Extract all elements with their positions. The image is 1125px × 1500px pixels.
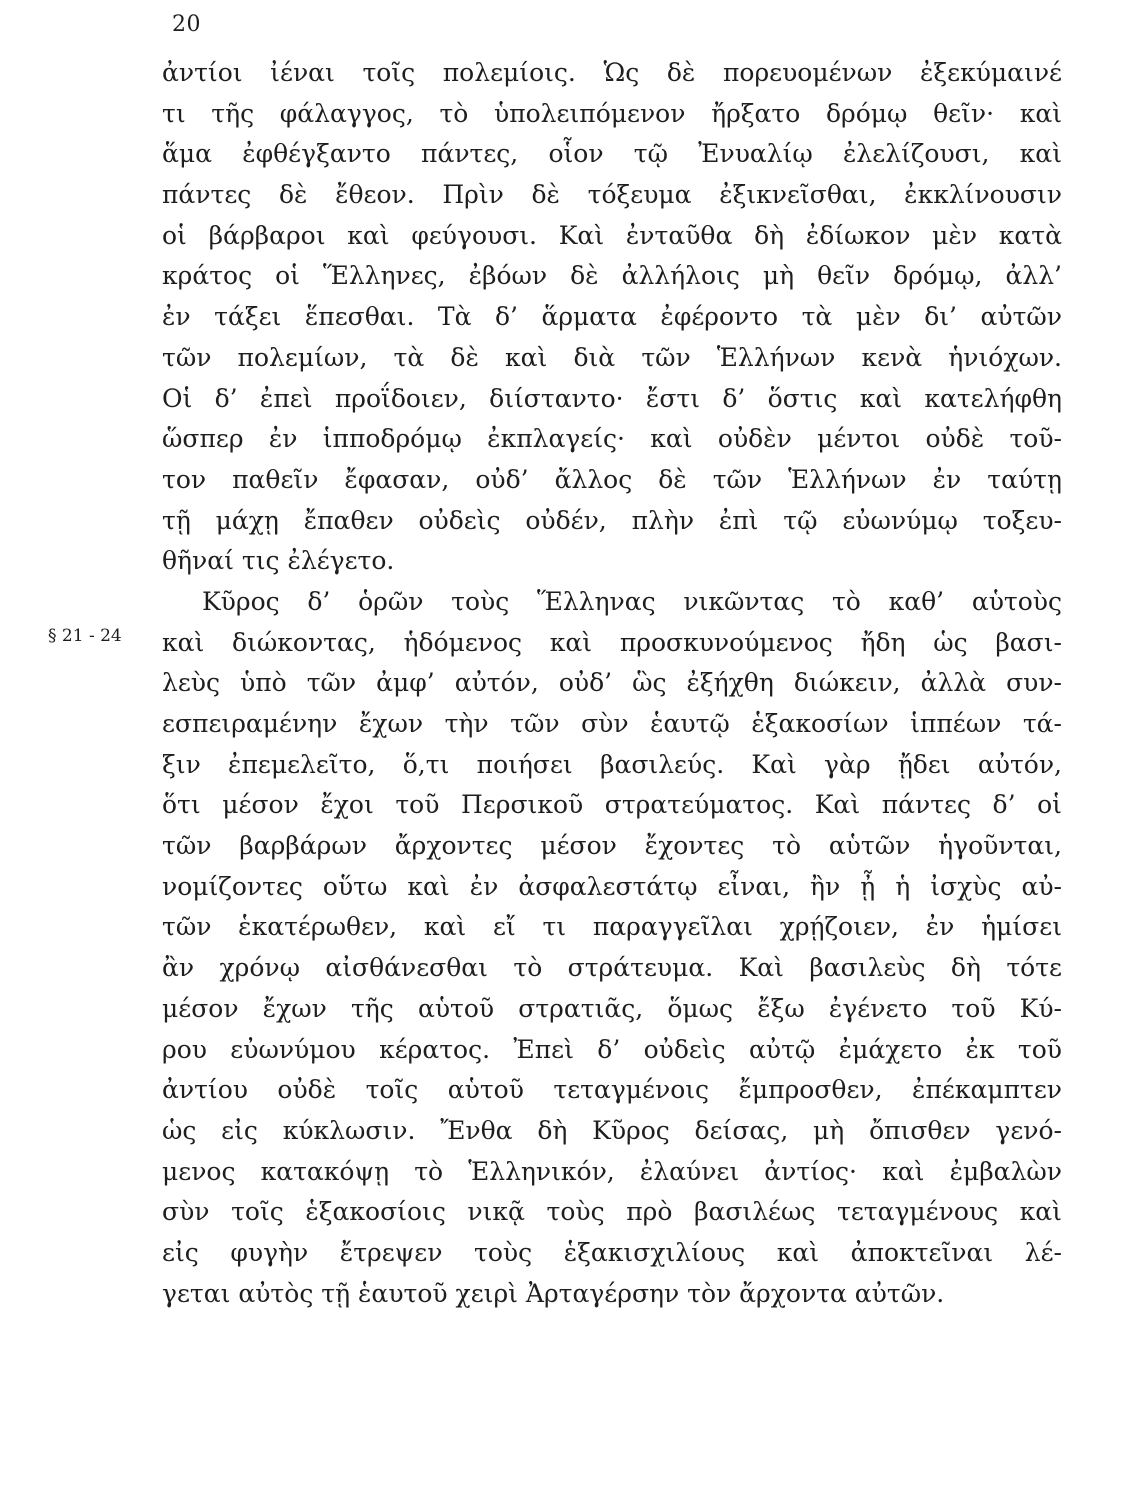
text-line: ἀντίου οὐδὲ τοῖς αὑτοῦ τεταγμένοις ἔμπροσθεν, ἐπέκαμπτεν	[162, 1075, 1062, 1105]
text-line: σὺν τοῖς ἑξακοσίοις νικᾷ τοὺς πρὸ βασιλέως τεταγμένους καὶ	[162, 1197, 1062, 1227]
text-line: πάντες δὲ ἔθεον. Πρὶν δὲ τόξευμα ἐξικνεῖσθαι, ἐκκλίνουσιν	[162, 180, 1062, 210]
text-line: λεὺς ὑπὸ τῶν ἀμφ’ αὐτόν, οὐδ’ ὣς ἐξήχθη διώκειν, ἀλλὰ συν-	[162, 668, 1062, 698]
text-line: ὡς εἰς κύκλωσιν. Ἔνθα δὴ Κῦρος δείσας, μὴ ὄπισθεν γενό-	[162, 1115, 1062, 1145]
text-line: τι τῆς φάλαγγος, τὸ ὑπολειπόμενον ἤρξατο δρόμῳ θεῖν· καὶ	[162, 98, 1062, 128]
text-line: Οἱ δ’ ἐπεὶ προΐδοιεν, διίσταντο· ἔστι δ’ ὅστις καὶ κατελήφθη	[162, 383, 1062, 413]
text-line: ὥσπερ ἐν ἱπποδρόμῳ ἐκπλαγείς· καὶ οὐδὲν μέντοι οὐδὲ τοῦ-	[162, 424, 1062, 454]
text-line: εσπειραμένην ἔχων τὴν τῶν σὺν ἑαυτῷ ἑξακοσίων ἱππέων τά-	[162, 709, 1062, 738]
text-line: νομίζοντες οὕτω καὶ ἐν ἀσφαλεστάτῳ εἶναι, ἢν ᾖ ἡ ἰσχὺς αὐ-	[162, 871, 1062, 901]
text-line: ξιν ἐπεμελεῖτο, ὅ,τι ποιήσει βασιλεύς. Καὶ γὰρ ᾔδει αὐτόν,	[162, 749, 1062, 779]
text-line: καὶ διώκοντας, ἡδόμενος καὶ προσκυνούμενος ἤδη ὡς βασι-	[162, 627, 1062, 657]
body-text	[162, 53, 1062, 1314]
text-line: ἂν χρόνῳ αἰσθάνεσθαι τὸ στράτευμα. Καὶ βασιλεὺς δὴ τότε	[162, 953, 1062, 983]
text-line: οἱ βάρβαροι καὶ φεύγουσι. Καὶ ἐνταῦθα δὴ ἐδίωκον μὲν κατὰ	[162, 220, 1062, 250]
text-line: τῶν πολεμίων, τὰ δὲ καὶ διὰ τῶν Ἑλλήνων κενὰ ἡνιόχων.	[162, 342, 1062, 372]
text-line: ἅμα ἐφθέγξαντο πάντες, οἷον τῷ Ἐνυαλίῳ ἐλελίζουσι, καὶ	[162, 139, 1062, 169]
text-line: ἐν τάξει ἕπεσθαι. Τὰ δ’ ἅρματα ἐφέροντο τὰ μὲν δι’ αὐτῶν	[162, 302, 1062, 332]
text-line: κράτος οἱ Ἕλληνες, ἐβόων δὲ ἀλλήλοις μὴ θεῖν δρόμῳ, ἀλλ’	[162, 261, 1062, 291]
text-line: γεται αὐτὸς τῇ ἑαυτοῦ χειρὶ Ἀρταγέρσην τὸν ἄρχοντα αὐτῶν.	[162, 1278, 945, 1308]
text-line: τῶν ἑκατέρωθεν, καὶ εἴ τι παραγγεῖλαι χρῄζοιεν, ἐν ἡμίσει	[162, 912, 1062, 942]
text-line: ἀντίοι ἰέναι τοῖς πολεμίοις. Ὡς δὲ πορευομένων ἐξεκύμαινέ	[162, 58, 1062, 87]
text-line: θῆναί τις ἐλέγετο.	[162, 546, 395, 576]
text-line: ὅτι μέσον ἔχοι τοῦ Περσικοῦ στρατεύματος. Καὶ πάντες δ’ οἱ	[162, 790, 1062, 820]
text-line: τῶν βαρβάρων ἄρχοντες μέσον ἔχοντες τὸ αὑτῶν ἡγοῦνται,	[162, 831, 1062, 861]
page-number: 20	[172, 12, 201, 37]
text-line: εἰς φυγὴν ἔτρεψεν τοὺς ἑξακισχιλίους καὶ ἀποκτεῖναι λέ-	[162, 1237, 1062, 1267]
text-line: τον παθεῖν ἔφασαν, οὐδ’ ἄλλος δὲ τῶν Ἑλλήνων ἐν ταύτῃ	[162, 464, 1062, 494]
text-line: ρου εὐωνύμου κέρατος. Ἐπεὶ δ’ οὐδεὶς αὐτῷ ἐμάχετο ἐκ τοῦ	[162, 1034, 1062, 1064]
text-line: τῇ μάχῃ ἔπαθεν οὐδεὶς οὐδέν, πλὴν ἐπὶ τῷ εὐωνύμῳ τοξευ-	[162, 505, 1062, 535]
section-margin-reference: § 21 - 24	[48, 626, 122, 646]
text-line: μενος κατακόψῃ τὸ Ἑλληνικόν, ἐλαύνει ἀντίος· καὶ ἐμβαλὼν	[162, 1156, 1062, 1186]
text-line: μέσον ἔχων τῆς αὑτοῦ στρατιᾶς, ὅμως ἔξω ἐγένετο τοῦ Κύ-	[162, 993, 1062, 1023]
text-line: Κῦρος δ’ ὁρῶν τοὺς Ἕλληνας νικῶντας τὸ καθ’ αὑτοὺς	[202, 586, 1062, 616]
